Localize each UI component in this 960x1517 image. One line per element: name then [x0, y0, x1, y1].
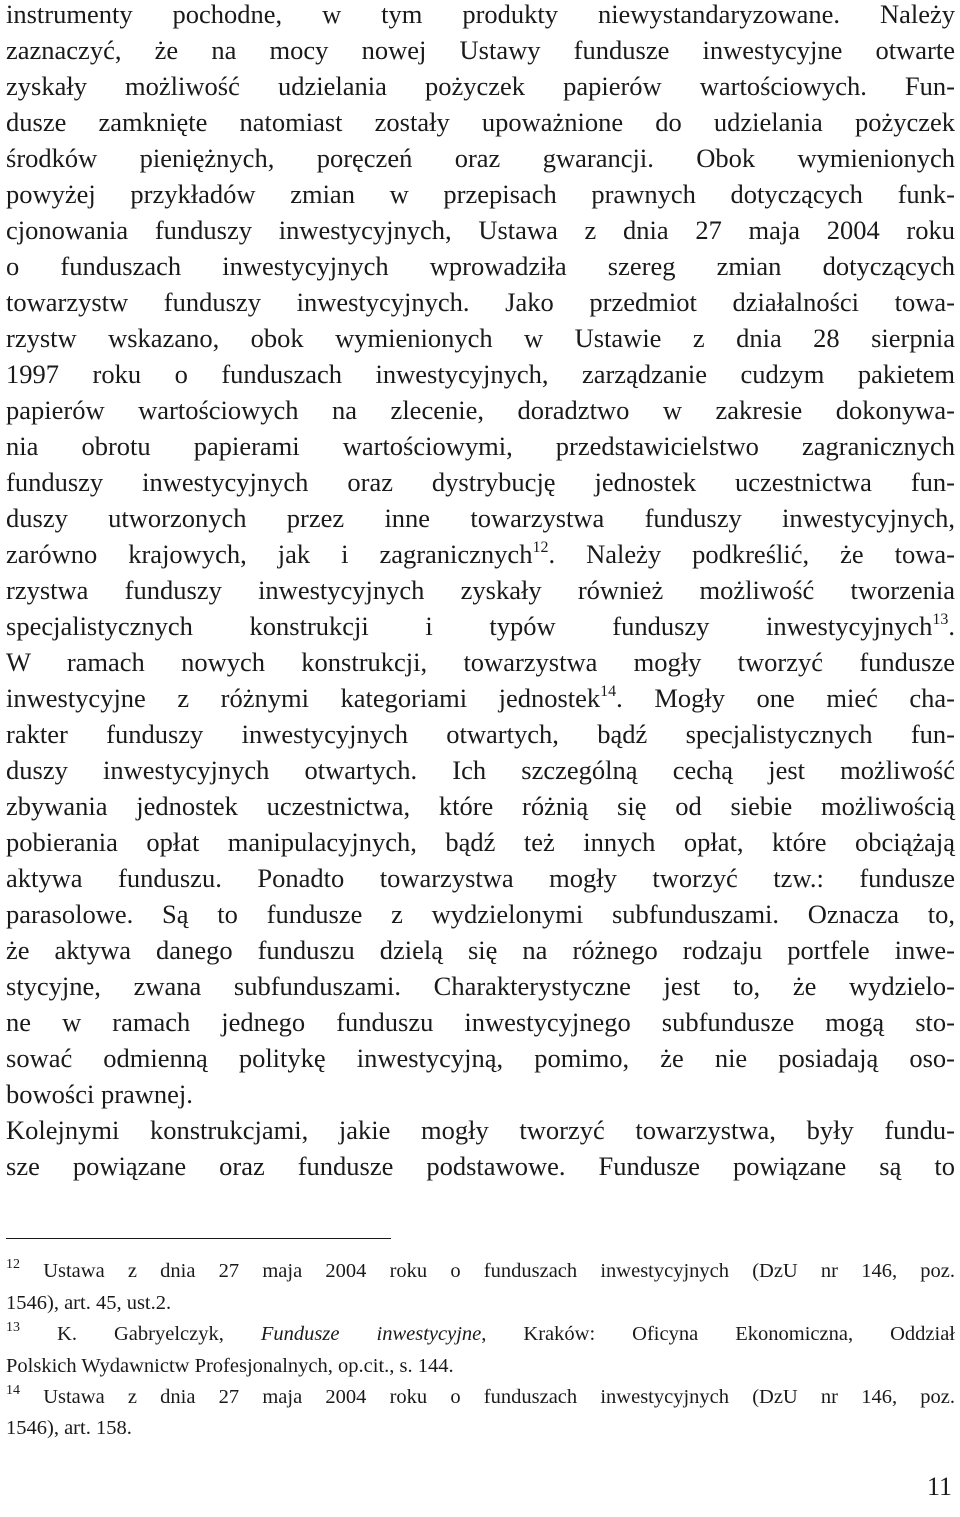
footnote-text: Ustawa z dnia 27 maja 2004 roku o funduszach inwestycyjnych (DzU nr 146, poz.: [20, 1386, 955, 1408]
body-line: duszy inwestycyjnych otwartych. Ich szczególną cechą jest możliwość: [6, 755, 955, 785]
footnote-number: 13: [6, 1320, 20, 1335]
body-text: zarówno krajowych, jak i zagranicznych: [6, 539, 533, 569]
body-line: Kolejnymi konstrukcjami, jakie mogły tworzyć towarzystwa, były fundu-: [6, 1115, 955, 1145]
body-line: dusze zamknięte natomiast zostały upoważnione do udzielania pożyczek: [6, 107, 955, 137]
body-line: ne w ramach jednego funduszu inwestycyjnego subfundusze mogą sto-: [6, 1007, 955, 1037]
footnote-text: 1546), art. 45, ust.2.: [6, 1292, 172, 1314]
footnote-13: [6, 1320, 955, 1349]
body-line: że aktywa danego funduszu dzielą się na różnego rodzaju portfele inwe-: [6, 935, 955, 965]
body-text: inwestycyjne z różnymi kategoriami jednostek: [6, 683, 601, 713]
body-line: rzystw wskazano, obok wymienionych w Ustawie z dnia 28 sierpnia: [6, 323, 955, 353]
body-line: rakter funduszy inwestycyjnych otwartych, bądź specjalistycznych fun-: [6, 719, 955, 749]
body-line: parasolowe. Są to fundusze z wydzielonymi subfunduszami. Oznacza to,: [6, 899, 955, 929]
body-line: o funduszach inwestycyjnych wprowadziła szereg zmian dotyczących: [6, 251, 955, 281]
footnote-12: [6, 1257, 955, 1286]
body-text: . Mogły one mieć cha-: [616, 683, 955, 713]
footnote-text: , Kraków: Oficyna Ekonomiczna, Oddział: [481, 1323, 956, 1345]
footnote-text: Ustawa z dnia 27 maja 2004 roku o funduszach inwestycyjnych (DzU nr 146, poz.: [20, 1260, 955, 1282]
body-line: papierów wartościowych na zlecenie, doradztwo w zakresie dokonywa-: [6, 395, 955, 425]
body-line: środków pieniężnych, poręczeń oraz gwarancji. Obok wymienionych: [6, 143, 955, 173]
body-line: nia obrotu papierami wartościowymi, przedstawicielstwo zagranicznych: [6, 431, 955, 461]
body-text: specjalistycznych konstrukcji i typów funduszy inwestycyjnych: [6, 611, 933, 641]
body-line: duszy utworzonych przez inne towarzystwa funduszy inwestycyjnych,: [6, 503, 955, 533]
footnote-ref-13[interactable]: 13: [932, 611, 949, 628]
footnote-14: [6, 1383, 955, 1412]
body-line: rzystwa funduszy inwestycyjnych zyskały również możliwość tworzenia: [6, 575, 955, 605]
footnote-text: Polskich Wydawnictw Profesjonalnych, op.cit., s. 144.: [6, 1355, 454, 1377]
footnote-text: 1546), art. 158.: [6, 1417, 132, 1439]
footnote-number: 14: [6, 1383, 20, 1398]
body-line: zyskały możliwość udzielania pożyczek papierów wartościowych. Fun-: [6, 71, 955, 101]
body-line: instrumenty pochodne, w tym produkty niewystandaryzowane. Należy: [6, 0, 955, 29]
body-text: .: [948, 611, 955, 641]
body-line: funduszy inwestycyjnych oraz dystrybucję jednostek uczestnictwa fun-: [6, 467, 955, 497]
body-line: [6, 680, 955, 716]
body-line: aktywa funduszu. Ponadto towarzystwa mogły tworzyć tzw.: fundusze: [6, 863, 955, 893]
body-line: pobierania opłat manipulacyjnych, bądź też innych opłat, które obciążają: [6, 827, 955, 857]
footnote-text: K. Gabryelczyk,: [20, 1323, 261, 1345]
body-line: stycyjne, zwana subfunduszami. Charakterystyczne jest to, że wydzielo-: [6, 971, 955, 1001]
footnote-book-title: Fundusze inwestycyjne: [260, 1323, 482, 1345]
body-line: powyżej przykładów zmian w przepisach prawnych dotyczących funk-: [6, 179, 955, 209]
footnote-number: 12: [6, 1257, 20, 1272]
page-number: 11: [926, 1472, 952, 1501]
footnote-ref-14[interactable]: 14: [600, 683, 617, 700]
body-line: sze powiązane oraz fundusze podstawowe. Fundusze powiązane są to: [6, 1151, 955, 1181]
body-line: cjonowania funduszy inwestycyjnych, Ustawa z dnia 27 maja 2004 roku: [6, 215, 955, 245]
footnote-separator: [6, 1238, 391, 1239]
body-line: 1997 roku o funduszach inwestycyjnych, zarządzanie cudzym pakietem: [6, 359, 955, 389]
body-line: W ramach nowych konstrukcji, towarzystwa mogły tworzyć fundusze: [6, 647, 955, 677]
body-line: zaznaczyć, że na mocy nowej Ustawy fundusze inwestycyjne otwarte: [6, 35, 955, 65]
body-text: . Należy podkreślić, że towa-: [548, 539, 955, 569]
body-line: bowości prawnej.: [6, 1079, 193, 1109]
body-line: zbywania jednostek uczestnictwa, które różnią się od siebie możliwością: [6, 791, 955, 821]
footnote-ref-12[interactable]: 12: [532, 539, 549, 556]
body-line: towarzystw funduszy inwestycyjnych. Jako przedmiot działalności towa-: [6, 287, 955, 317]
body-line: [6, 536, 955, 572]
body-line: [6, 608, 955, 644]
body-line: sować odmienną politykę inwestycyjną, pomimo, że nie posiadają oso-: [6, 1043, 955, 1073]
